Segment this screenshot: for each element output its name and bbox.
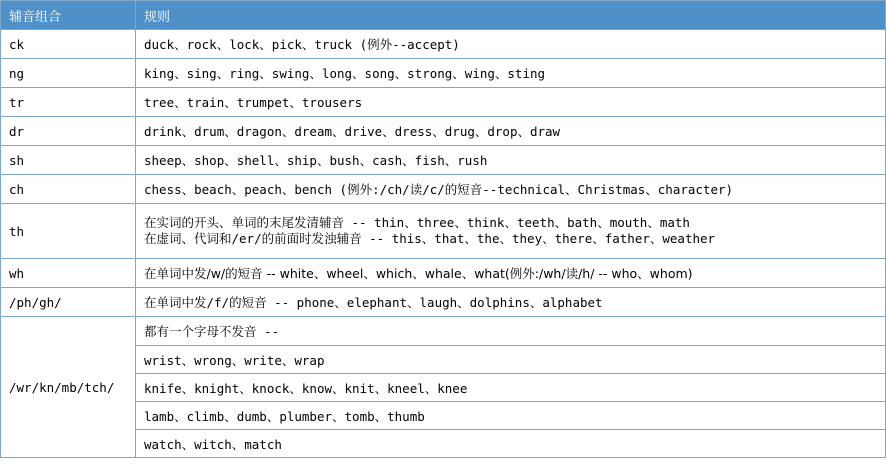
table-row (1, 175, 886, 204)
rule-cell: 都有一个字母不发音 -- (136, 317, 886, 346)
table-row (1, 204, 886, 259)
rule-cell: duck、rock、lock、pick、truck (例外--accept) (136, 30, 886, 59)
rule-cell: 在单词中发/w/的短音 -- white、wheel、which、whale、what(例外:/wh/读/h/ -- who、whom) (136, 259, 886, 288)
rule-cell: tree、train、trumpet、trousers (136, 88, 886, 117)
rule-cell: lamb、climb、dumb、plumber、tomb、thumb (136, 402, 886, 430)
rule-cell: chess、beach、peach、bench (例外:/ch/读/c/的短音--technical、Christmas、character) (136, 175, 886, 204)
table-row (1, 146, 886, 175)
rule-line: 在实词的开头、单词的末尾发清辅音 -- thin、three、think、teeth、bath、mouth、math (144, 215, 690, 230)
table-header-row (1, 1, 886, 30)
combo-cell: sh (1, 146, 136, 175)
table-row (1, 30, 886, 59)
rule-cell: watch、witch、match (136, 430, 886, 458)
combo-cell-group: /wr/kn/mb/tch/ (1, 317, 136, 458)
combo-cell: th (1, 204, 136, 259)
table-row (1, 259, 886, 288)
combo-cell: wh (1, 259, 136, 288)
header-combo: 辅音组合 (1, 1, 136, 30)
rule-line: 在虚词、代词和/er/的前面时发浊辅音 -- this、that、the、they、there、father、weather (144, 231, 716, 246)
rule-cell: knife、knight、knock、know、knit、kneel、knee (136, 374, 886, 402)
table-row (1, 288, 886, 317)
rule-cell: drink、drum、dragon、dream、drive、dress、drug、drop、draw (136, 117, 886, 146)
combo-cell: ck (1, 30, 136, 59)
rule-cell: wrist、wrong、write、wrap (136, 346, 886, 374)
combo-cell: tr (1, 88, 136, 117)
rule-cell: sheep、shop、shell、ship、bush、cash、fish、rush (136, 146, 886, 175)
combo-cell: /ph/gh/ (1, 288, 136, 317)
header-rule: 规则 (136, 1, 886, 30)
table-row (1, 59, 886, 88)
rule-cell (136, 204, 886, 259)
combo-cell: dr (1, 117, 136, 146)
combo-cell: ng (1, 59, 136, 88)
combo-cell: ch (1, 175, 136, 204)
table-row (1, 88, 886, 117)
rule-cell: king、sing、ring、swing、long、song、strong、wing、sting (136, 59, 886, 88)
table-row (1, 117, 886, 146)
table-row (1, 317, 886, 346)
rule-cell: 在单词中发/f/的短音 -- phone、elephant、laugh、dolphins、alphabet (136, 288, 886, 317)
